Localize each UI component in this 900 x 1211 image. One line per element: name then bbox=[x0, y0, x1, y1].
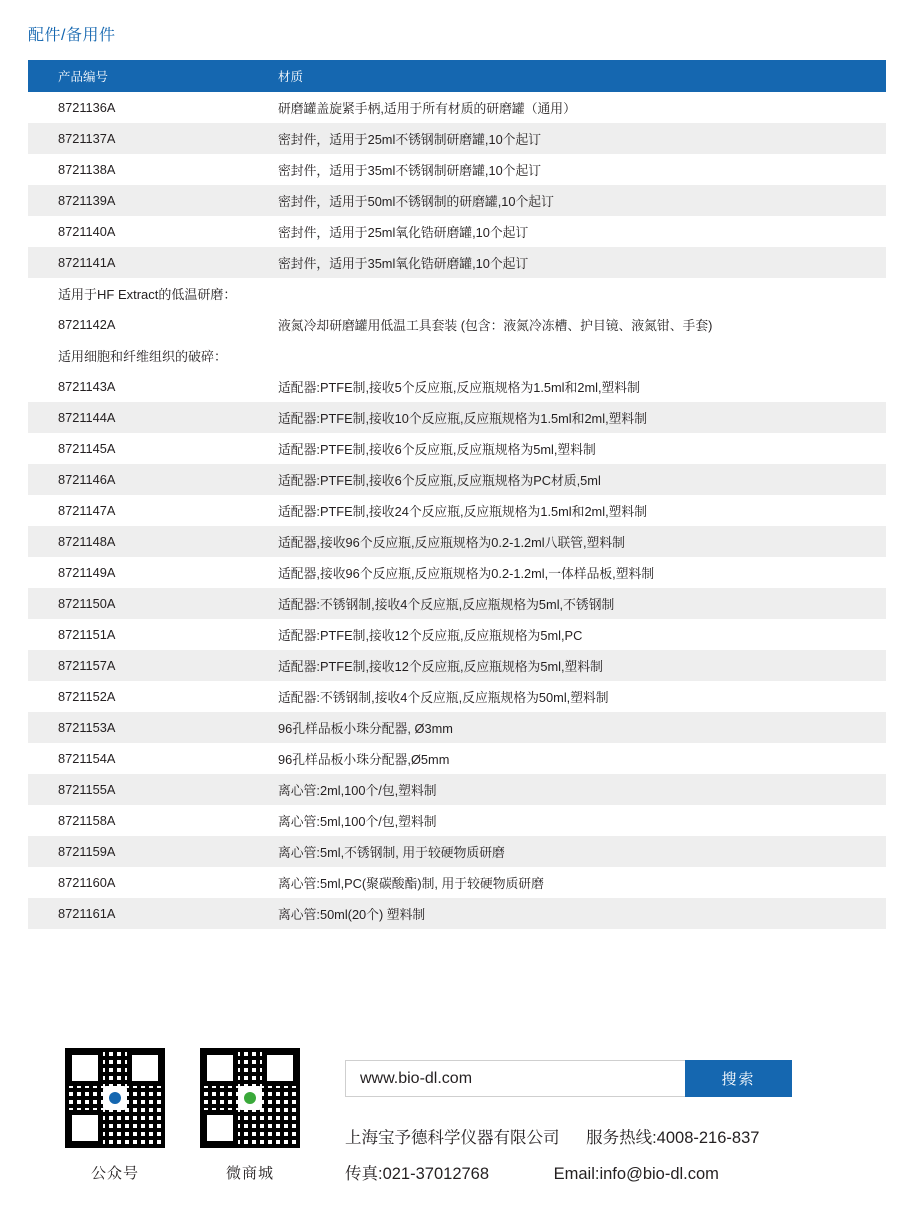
service-hotline: 服务热线:4008-216-837 bbox=[586, 1129, 760, 1147]
table-header-row bbox=[28, 60, 886, 92]
cell-material-description: 适配器:PTFE制,接收10个反应瓶,反应瓶规格为1.5ml和2ml,塑料制 bbox=[248, 402, 886, 433]
cell-product-code: 8721154A bbox=[28, 743, 248, 774]
cell-product-code: 8721153A bbox=[28, 712, 248, 743]
cell-material-description: 96孔样品板小珠分配器,Ø5mm bbox=[248, 743, 886, 774]
qr-finder-bottom-left bbox=[202, 1110, 238, 1146]
cell-product-code: 8721146A bbox=[28, 464, 248, 495]
table-row bbox=[28, 402, 886, 433]
page-footer bbox=[0, 1040, 900, 1211]
cell-product-code: 8721144A bbox=[28, 402, 248, 433]
cell-product-code: 8721140A bbox=[28, 216, 248, 247]
table-row bbox=[28, 743, 886, 774]
cell-product-code: 8721149A bbox=[28, 557, 248, 588]
table-body bbox=[28, 92, 886, 929]
table-row bbox=[28, 650, 886, 681]
table-row bbox=[28, 433, 886, 464]
cell-product-code: 8721138A bbox=[28, 154, 248, 185]
cell-product-code: 8721139A bbox=[28, 185, 248, 216]
cell-material-description: 适配器:PTFE制,接收6个反应瓶,反应瓶规格为5ml,塑料制 bbox=[248, 433, 886, 464]
table-row bbox=[28, 154, 886, 185]
cell-material-description: 离心管:2ml,100个/包,塑料制 bbox=[248, 774, 886, 805]
cell-material-description: 适配器:PTFE制,接收24个反应瓶,反应瓶规格为1.5ml和2ml,塑料制 bbox=[248, 495, 886, 526]
cell-product-code: 8721160A bbox=[28, 867, 248, 898]
table-row bbox=[28, 836, 886, 867]
table-row bbox=[28, 185, 886, 216]
cell-material-description: 适配器:PTFE制,接收12个反应瓶,反应瓶规格为5ml,塑料制 bbox=[248, 650, 886, 681]
cell-material-description: 离心管:50ml(20个) 塑料制 bbox=[248, 898, 886, 929]
qr-center-logo bbox=[238, 1086, 262, 1110]
qr-code-icon bbox=[200, 1048, 300, 1148]
cell-material-description: 96孔样品板小珠分配器, Ø3mm bbox=[248, 712, 886, 743]
qr-block-wechat-shop bbox=[200, 1048, 300, 1183]
cell-material-description: 研磨罐盖旋紧手柄,适用于所有材质的研磨罐（通用） bbox=[248, 92, 886, 123]
table-row bbox=[28, 619, 886, 650]
cell-product-code: 8721151A bbox=[28, 619, 248, 650]
cell-product-code: 8721141A bbox=[28, 247, 248, 278]
email-address: Email:info@bio-dl.com bbox=[553, 1165, 719, 1183]
cell-material-description: 离心管:5ml,不锈钢制, 用于较硬物质研磨 bbox=[248, 836, 886, 867]
table-row bbox=[28, 712, 886, 743]
cell-product-code: 8721148A bbox=[28, 526, 248, 557]
cell-material-description: 适配器:不锈钢制,接收4个反应瓶,反应瓶规格为5ml,不锈钢制 bbox=[248, 588, 886, 619]
qr-caption-official-account: 公众号 bbox=[90, 1165, 139, 1182]
qr-caption-wechat-shop: 微商城 bbox=[225, 1165, 274, 1182]
table-group-row bbox=[28, 340, 886, 371]
page-title: 配件/备用件 bbox=[28, 27, 116, 44]
table-row bbox=[28, 216, 886, 247]
qr-finder-bottom-left bbox=[67, 1110, 103, 1146]
table-header bbox=[28, 60, 886, 92]
cell-product-code: 8721137A bbox=[28, 123, 248, 154]
qr-center-dot bbox=[109, 1092, 121, 1104]
table-row bbox=[28, 557, 886, 588]
qr-code-official-account bbox=[65, 1048, 165, 1148]
accessories-table bbox=[28, 60, 886, 929]
cell-material-description: 离心管:5ml,100个/包,塑料制 bbox=[248, 805, 886, 836]
qr-center-logo bbox=[103, 1086, 127, 1110]
fax-number: 传真:021-37012768 bbox=[345, 1165, 490, 1183]
table-row bbox=[28, 526, 886, 557]
cell-product-code: 8721142A bbox=[28, 309, 248, 340]
cell-product-code: 8721136A bbox=[28, 92, 248, 123]
company-info-line bbox=[345, 1124, 759, 1148]
qr-center-dot bbox=[244, 1092, 256, 1104]
cell-product-code: 8721150A bbox=[28, 588, 248, 619]
qr-code-icon bbox=[65, 1048, 165, 1148]
table-row bbox=[28, 123, 886, 154]
cell-material-description: 适配器:PTFE制,接收6个反应瓶,反应瓶规格为PC材质,5ml bbox=[248, 464, 886, 495]
table-row bbox=[28, 588, 886, 619]
cell-material-description: 适配器:PTFE制,接收12个反应瓶,反应瓶规格为5ml,PC bbox=[248, 619, 886, 650]
accessories-table-wrapper bbox=[28, 60, 886, 929]
table-row bbox=[28, 867, 886, 898]
qr-code-wechat-shop bbox=[200, 1048, 300, 1148]
search-button[interactable]: 搜索 bbox=[685, 1060, 792, 1097]
qr-block-official-account bbox=[65, 1048, 165, 1183]
contact-info-line bbox=[345, 1160, 719, 1184]
table-row bbox=[28, 805, 886, 836]
search-input[interactable] bbox=[345, 1060, 685, 1097]
cell-material-description: 适配器:PTFE制,接收5个反应瓶,反应瓶规格为1.5ml和2ml,塑料制 bbox=[248, 371, 886, 402]
table-row bbox=[28, 309, 886, 340]
cell-material-description: 密封件，适用于50ml不锈钢制的研磨罐,10个起订 bbox=[248, 185, 886, 216]
table-row bbox=[28, 774, 886, 805]
cell-material-description: 密封件，适用于25ml氧化锆研磨罐,10个起订 bbox=[248, 216, 886, 247]
cell-product-code: 8721155A bbox=[28, 774, 248, 805]
table-row bbox=[28, 92, 886, 123]
cell-product-code: 8721157A bbox=[28, 650, 248, 681]
table-row bbox=[28, 464, 886, 495]
cell-product-code: 8721158A bbox=[28, 805, 248, 836]
group-label: 适用于HF Extract的低温研磨： bbox=[28, 278, 886, 309]
table-row bbox=[28, 247, 886, 278]
column-header-material: 材质 bbox=[248, 60, 886, 92]
cell-material-description: 离心管:5ml,PC(聚碳酸酯)制, 用于较硬物质研磨 bbox=[248, 867, 886, 898]
cell-product-code: 8721159A bbox=[28, 836, 248, 867]
cell-material-description: 密封件，适用于25ml不锈钢制研磨罐,10个起订 bbox=[248, 123, 886, 154]
cell-product-code: 8721143A bbox=[28, 371, 248, 402]
cell-material-description: 密封件，适用于35ml氧化锆研磨罐,10个起订 bbox=[248, 247, 886, 278]
table-row bbox=[28, 495, 886, 526]
company-name: 上海宝予德科学仪器有限公司 bbox=[345, 1129, 560, 1147]
cell-product-code: 8721152A bbox=[28, 681, 248, 712]
table-group-row bbox=[28, 278, 886, 309]
cell-product-code: 8721147A bbox=[28, 495, 248, 526]
table-row bbox=[28, 371, 886, 402]
cell-material-description: 密封件，适用于35ml不锈钢制研磨罐,10个起订 bbox=[248, 154, 886, 185]
cell-material-description: 适配器:不锈钢制,接收4个反应瓶,反应瓶规格为50ml,塑料制 bbox=[248, 681, 886, 712]
cell-material-description: 液氮冷却研磨罐用低温工具套装 (包含：液氮冷冻槽、护目镜、液氮钳、手套) bbox=[248, 309, 886, 340]
group-label: 适用细胞和纤维组织的破碎： bbox=[28, 340, 886, 371]
cell-material-description: 适配器,接收96个反应瓶,反应瓶规格为0.2-1.2ml八联管,塑料制 bbox=[248, 526, 886, 557]
cell-product-code: 8721161A bbox=[28, 898, 248, 929]
cell-material-description: 适配器,接收96个反应瓶,反应瓶规格为0.2-1.2ml,一体样品板,塑料制 bbox=[248, 557, 886, 588]
website-search-bar bbox=[345, 1060, 792, 1097]
cell-product-code: 8721145A bbox=[28, 433, 248, 464]
table-row bbox=[28, 681, 886, 712]
table-row bbox=[28, 898, 886, 929]
column-header-code: 产品编号 bbox=[28, 60, 248, 92]
